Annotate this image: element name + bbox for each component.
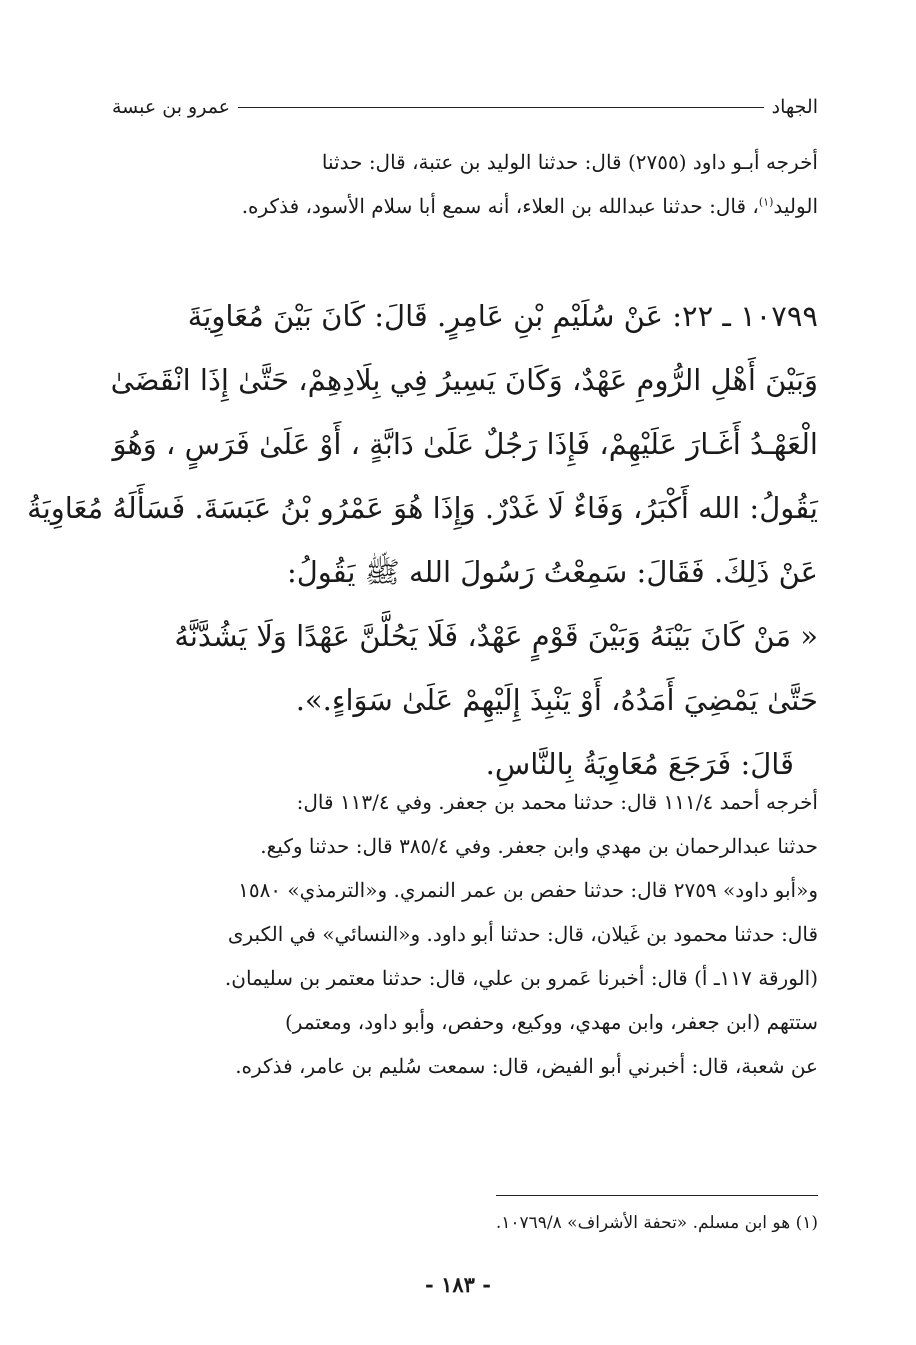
hadith-line: يَقُولُ: الله أَكْبَرُ، وَفَاءٌ لَا غَدْرٌ. وَإِذَا هُوَ عَمْرُو بْنُ عَبَسَةَ. فَسَأَلَهُ مُعَاوِيَةُ xyxy=(27,491,818,525)
takhrij-text xyxy=(118,780,818,1088)
footnote-marker: (١) xyxy=(758,195,774,209)
hadith-line: وَبَيْنَ أَهْلِ الرُّومِ عَهْدٌ، وَكَانَ يَسِيرُ فِي بِلَادِهِمْ، حَتَّىٰ إِذَا انْقَضَىٰ xyxy=(110,363,818,397)
hadith-line: الْعَهْـدُ أَغَـارَ عَلَيْهِمْ، فَإِذَا رَجُلٌ عَلَىٰ دَابَّةٍ ، أَوْ عَلَىٰ فَرَسٍ ، وَهُوَ xyxy=(112,427,818,461)
hadith-text xyxy=(27,284,818,796)
page-number: - ١٨٣ - xyxy=(425,1272,491,1297)
takhrij-line: حدثنا عبدالرحمان بن مهدي وابن جعفر. وفي ٣٨٥/٤ قال: حدثنا وكيع. xyxy=(260,834,818,858)
hadith-line: حَتَّىٰ يَمْضِيَ أَمَدُهُ، أَوْ يَنْبِذَ إِلَيْهِمْ عَلَىٰ سَوَاءٍ.». xyxy=(295,683,818,717)
section-title: عمرو بن عبسة xyxy=(112,96,231,118)
takhrij-line: (الورقة ١١٧ـ أ) قال: أخبرنا عَمرو بن علي، قال: حدثنا معتمر بن سليمان. xyxy=(224,966,818,990)
intro-rest: ، قال: حدثنا عبدالله بن العلاء، أنه سمع أبا سلام الأسود، فذكره. xyxy=(241,194,759,218)
hadith-line: قَالَ: فَرَجَعَ مُعَاوِيَةُ بِالنَّاسِ. xyxy=(485,747,794,781)
intro-line: أخرجه أبـو داود (٢٧٥٥) قال: حدثنا الوليد بن عتبة، قال: حدثنا xyxy=(321,150,818,174)
footnote-rule xyxy=(496,1195,818,1196)
hadith-line: « مَنْ كَانَ بَيْنَهُ وَبَيْنَ قَوْمٍ عَهْدٌ، فَلَا يَحُلَّنَّ عَهْدًا وَلَا يَشُدَّنَّهُ xyxy=(174,619,818,653)
footnote: (١) هو ابن مسلم. «تحفة الأشراف» ١٠٧٦٩/٨. xyxy=(495,1213,818,1233)
header-rule xyxy=(238,107,764,108)
takhrij-line: ستتهم (ابن جعفر، وابن مهدي، ووكيع، وحفص، وأبو داود، ومعتمر) xyxy=(284,1010,818,1034)
running-header xyxy=(112,92,818,122)
intro-takhrij xyxy=(118,140,818,228)
intro-name: الوليد xyxy=(773,194,818,218)
chapter-title: الجهاد xyxy=(771,96,818,118)
takhrij-line: و«أبو داود» ٢٧٥٩ قال: حدثنا حفص بن عمر النمري. و«الترمذي» ١٥٨٠ xyxy=(238,878,818,902)
takhrij-line: أخرجه أحمد ١١١/٤ قال: حدثنا محمد بن جعفر. وفي ١١٣/٤ قال: xyxy=(296,790,818,814)
hadith-line: ١٠٧٩٩ ـ ٢٢: عَنْ سُلَيْمِ بْنِ عَامِرٍ. قَالَ: كَانَ بَيْنَ مُعَاوِيَةَ xyxy=(187,299,818,333)
takhrij-line: قال: حدثنا محمود بن غَيلان، قال: حدثنا أبو داود. و«النسائي» في الكبرى xyxy=(227,922,818,946)
hadith-line: عَنْ ذَلِكَ. فَقَالَ: سَمِعْتُ رَسُولَ الله ﷺ يَقُولُ: xyxy=(286,555,818,589)
takhrij-line: عن شعبة، قال: أخبرني أبو الفيض، قال: سمعت سُليم بن عامر، فذكره. xyxy=(235,1054,818,1078)
intro-line xyxy=(118,184,818,228)
